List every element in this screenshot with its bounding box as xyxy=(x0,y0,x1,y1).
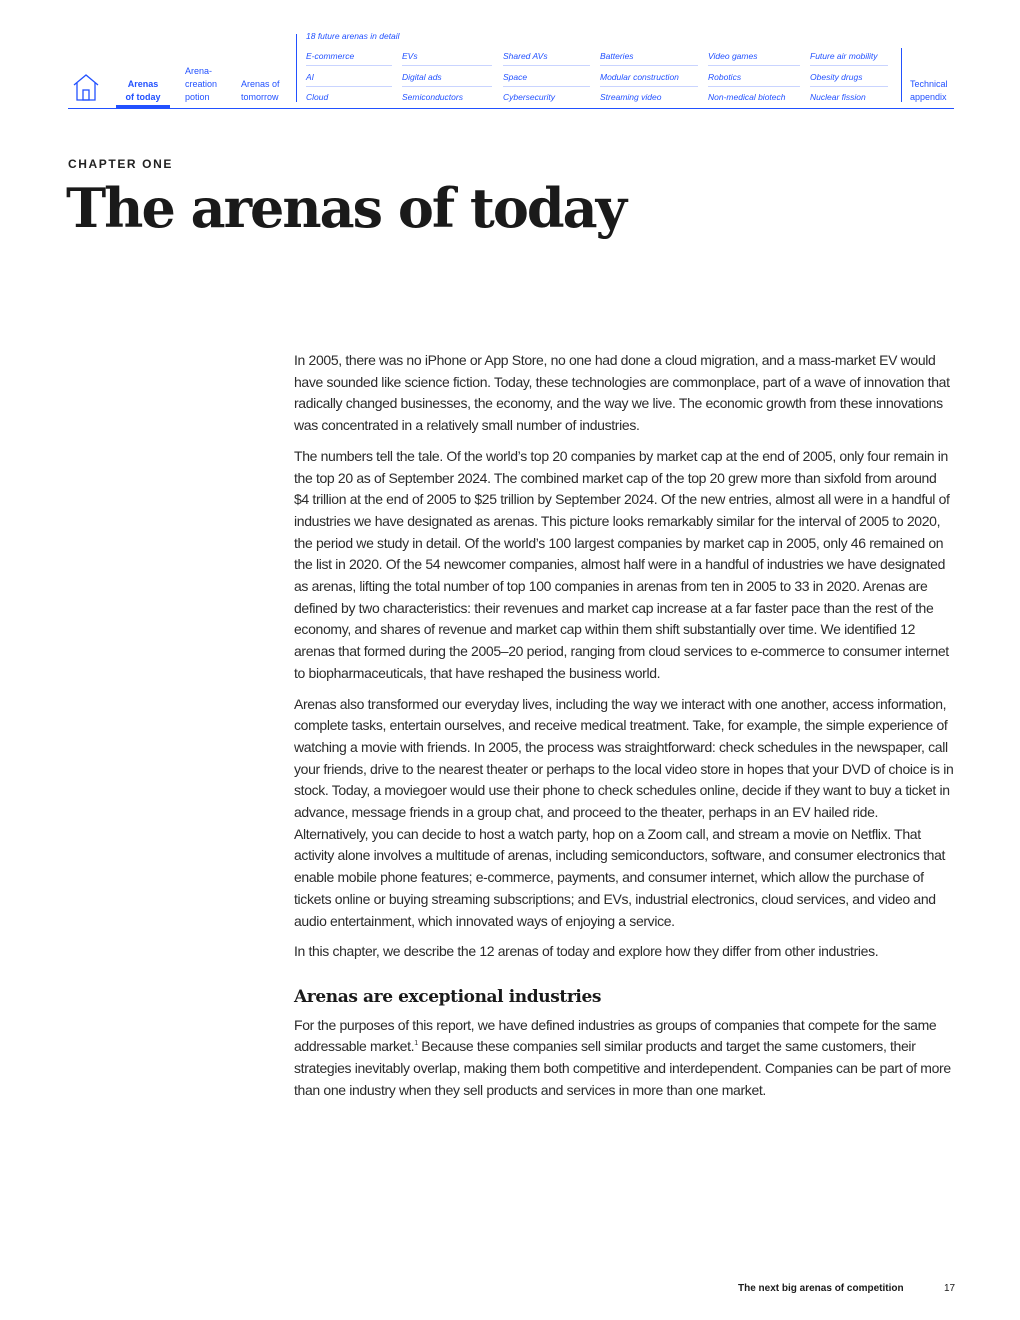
paragraph xyxy=(294,1015,954,1102)
nav-future-evs[interactable]: EVs xyxy=(402,51,492,66)
paragraph: Arenas also transformed our everyday lives, including the way we interact with one another, access information, complete tasks, entertain ourselves, and receive medical treatment. Take, for example, the simple experience of watching a movie with friends. In 2005, the process was straightforward: check schedules in the newspaper, call your friends, drive to the nearest theater or perhaps to the local video store in hopes that your DVD of choice is in stock. Today, a moviegoer would use their phone to check schedules online, decide if they want to buy a ticket in advance, message friends in a group chat, and proceed to the theater, perhaps in an EV hailed ride. Alternatively, you can decide to host a watch party, hop on a Zoom call, and stream a movie on Netflix. That activity alone involves a multitude of arenas, including semiconductors, software, and consumer electronics that enable mobile phone features; e-commerce, payments, and consumer internet, which allow the purchase of tickets online or buying streaming subscriptions; and EVs, industrial electronics, cloud services, and video and audio entertainment, which innovated ways of enjoying a service. xyxy=(294,695,954,929)
nav-appendix-line-2: appendix xyxy=(910,92,947,102)
nav-future-cybersecurity[interactable]: Cybersecurity xyxy=(503,92,555,102)
paragraph: In 2005, there was no iPhone or App Store, no one had done a cloud migration, and a mass-market EV would have sounded like science fiction. Today, these technologies are commonplace, part of a wave of innovation that radically changed businesses, the economy, and the way we live. The economic growth from these innovations was concentrated in a relatively small number of industries. xyxy=(294,352,950,434)
page-title: The arenas of today xyxy=(66,176,625,240)
nav-baseline xyxy=(68,108,954,109)
nav-future-space[interactable]: Space xyxy=(503,72,590,87)
nav-today-line-1: Arenas xyxy=(127,79,159,89)
nav-future-batteries[interactable]: Batteries xyxy=(600,51,698,66)
nav-future-digital-ads[interactable]: Digital ads xyxy=(402,72,492,87)
nav-future-nuclear-fission[interactable]: Nuclear fission xyxy=(810,92,866,102)
nav-tomorrow-line-1: Arenas of xyxy=(241,79,280,89)
paragraph: In this chapter, we describe the 12 arenas of today and explore how they differ from other industries. xyxy=(294,943,879,960)
paragraph: The numbers tell the tale. Of the world’s top 20 companies by market cap at the end of 2005, only four remain in the top 20 as of September 2024. The combined market cap of the top 20 grew more than sixfold from around $4 trillion at the end of 2005 to $25 trillion by September 2024. Of the new entries, almost all were in a handful of industries we have designated as arenas. This picture looks remarkably similar for the interval of 2005 to 2020, the period we study in detail. Of the world’s 100 largest companies by market cap in 2005, only 46 remained on the list in 2020. Of the 54 newcomer companies, almost half were in a handful of industries we have designated as arenas, lifting the total number of top 100 companies in arenas from ten in 2005 to 33 in 2020. Arenas are defined by two characteristics: their revenues and market cap increase at a far faster pace than the rest of the economy, and shares of revenue and market cap within them shift substantially over time. We identified 12 arenas that formed during the 2005–20 period, ranging from cloud services to e-commerce to consumer internet to biopharmaceuticals, that have reshaped the business world. xyxy=(294,447,950,681)
house-icon[interactable] xyxy=(72,72,100,102)
nav-creation-line-3: potion xyxy=(185,92,210,102)
future-arenas-title: 18 future arenas in detail xyxy=(306,31,400,41)
nav-technical-appendix[interactable] xyxy=(910,78,956,104)
nav-arenas-of-today[interactable] xyxy=(116,78,170,104)
nav-creation-line-2: creation xyxy=(185,79,218,89)
nav-future-modular-construction[interactable]: Modular construction xyxy=(600,72,698,87)
nav-future-obesity-drugs[interactable]: Obesity drugs xyxy=(810,72,888,87)
footer-report-title: The next big arenas of competition xyxy=(738,1283,904,1294)
nav-future-non-medical-biotech[interactable]: Non-medical biotech xyxy=(708,92,786,102)
section-heading: Arenas are exceptional industries xyxy=(294,986,602,1007)
paragraph-text: For the purposes of this report, we have defined industries as groups of companies that compete for the same addressable market. xyxy=(294,1016,937,1055)
page-number: 17 xyxy=(944,1283,956,1294)
nav-future-ecommerce[interactable]: E-commerce xyxy=(306,51,392,66)
nav-today-line-2: of today xyxy=(125,92,161,102)
nav-divider xyxy=(296,34,297,102)
top-navigation xyxy=(0,0,1020,112)
nav-future-shared-avs[interactable]: Shared AVs xyxy=(503,51,590,66)
nav-divider xyxy=(901,48,902,102)
nav-arena-creation-potion[interactable] xyxy=(185,65,233,104)
body-text xyxy=(294,350,954,1111)
paragraph-text: Because these companies sell similar products and target the same customers, their strategies inevitably overlap, making them both competitive and interdependent. Companies can be part of more than one industry when they sell products and services in more than one market. xyxy=(294,1038,951,1098)
chapter-label: CHAPTER ONE xyxy=(68,157,173,171)
nav-future-streaming-video[interactable]: Streaming video xyxy=(600,92,662,102)
nav-future-air-mobility[interactable]: Future air mobility xyxy=(810,51,888,66)
nav-arenas-of-tomorrow[interactable] xyxy=(241,78,289,104)
nav-future-robotics[interactable]: Robotics xyxy=(708,72,800,87)
nav-tomorrow-line-2: tomorrow xyxy=(241,92,279,102)
nav-future-cloud[interactable]: Cloud xyxy=(306,92,329,102)
nav-appendix-line-1: Technical xyxy=(910,79,948,89)
nav-future-semiconductors[interactable]: Semiconductors xyxy=(402,92,463,102)
nav-future-ai[interactable]: AI xyxy=(306,72,392,87)
nav-creation-line-1: Arena- xyxy=(185,66,213,76)
footnote-marker[interactable]: 1 xyxy=(414,1040,418,1048)
nav-future-video-games[interactable]: Video games xyxy=(708,51,800,66)
